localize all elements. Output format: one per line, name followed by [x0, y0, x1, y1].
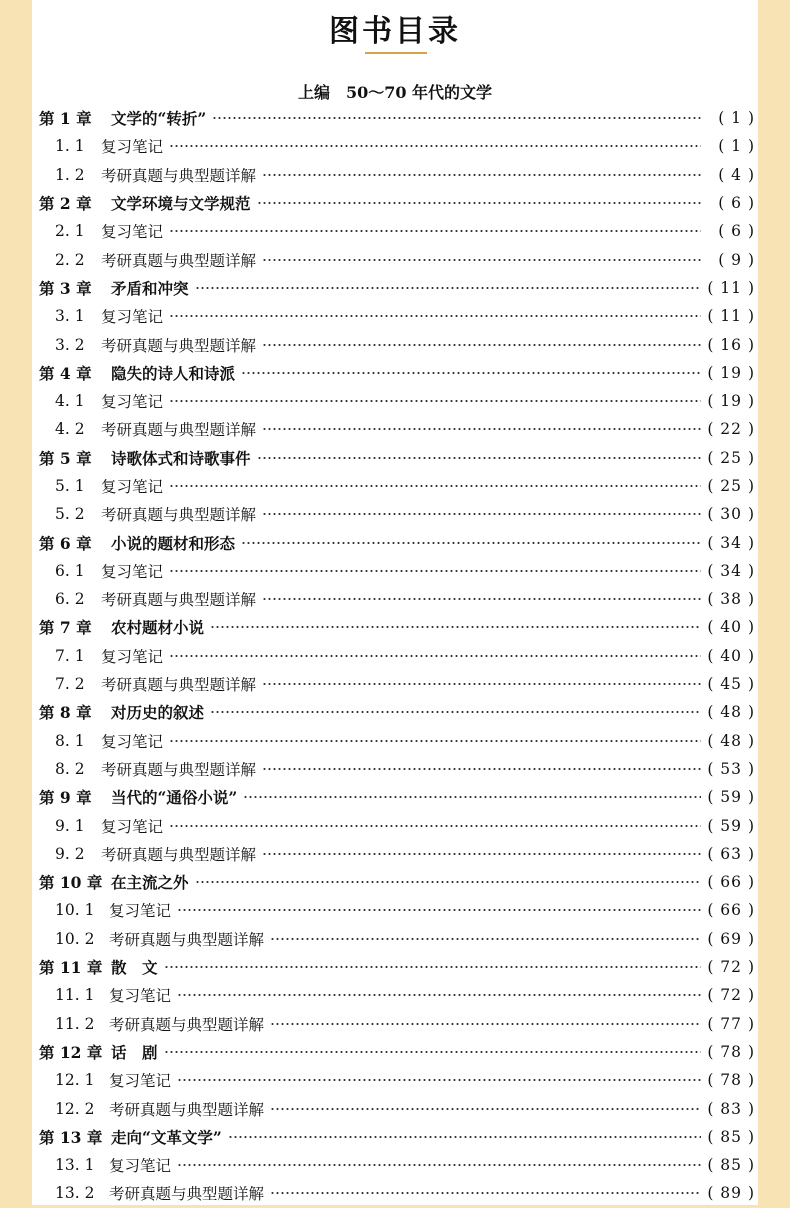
chapter-title: 隐失的诗人和诗派 — [111, 363, 236, 383]
page-number: ( 78 ) — [707, 1071, 755, 1090]
section-number: 4. 2 — [55, 420, 85, 439]
dot-leader — [177, 903, 701, 917]
chapter-title: 农村题材小说 — [111, 618, 205, 638]
dot-leader — [164, 960, 701, 974]
page-number: ( 59 ) — [707, 816, 755, 835]
chapter-title: 小说的题材和形态 — [111, 533, 236, 553]
page-number: ( 40 ) — [707, 618, 755, 637]
chapter-number: 第 5 章 — [39, 448, 92, 468]
toc-section-row[interactable] — [39, 840, 755, 868]
toc-chapter-row[interactable] — [39, 1123, 755, 1151]
page-number: ( 85 ) — [707, 1156, 755, 1175]
section-title: 复习笔记 — [101, 308, 164, 327]
toc-section-row[interactable] — [39, 755, 755, 783]
section-title: 考研真题与典型题详解 — [101, 591, 257, 610]
dot-leader — [243, 790, 701, 804]
toc-section-row[interactable] — [39, 1151, 755, 1179]
section-number: 5. 2 — [55, 505, 85, 524]
toc-page — [32, 0, 758, 1205]
page-number: ( 72 ) — [707, 986, 755, 1005]
toc-section-row[interactable] — [39, 727, 755, 755]
dot-leader — [212, 111, 701, 125]
page-number: ( 66 ) — [707, 901, 755, 920]
dot-leader — [177, 1073, 701, 1087]
section-number: 13. 1 — [55, 1156, 95, 1175]
dot-leader — [169, 649, 701, 663]
toc-section-row[interactable] — [39, 981, 755, 1009]
chapter-title: 文学环境与文学规范 — [111, 194, 251, 214]
dot-leader — [169, 819, 701, 833]
chapter-number: 第 6 章 — [39, 533, 92, 553]
section-number: 6. 1 — [55, 561, 85, 580]
page-number: ( 4 ) — [718, 165, 755, 184]
toc-section-row[interactable] — [39, 161, 755, 189]
toc-section-row[interactable] — [39, 472, 755, 500]
section-title: 复习笔记 — [109, 1072, 172, 1091]
chapter-number: 第 12 章 — [39, 1042, 103, 1062]
chapter-number: 第 7 章 — [39, 618, 92, 638]
dot-leader — [169, 734, 701, 748]
dot-leader — [210, 705, 701, 719]
page-number: ( 19 ) — [707, 363, 755, 382]
toc-chapter-row[interactable] — [39, 274, 755, 302]
page-number: ( 11 ) — [707, 307, 755, 326]
page-number: ( 85 ) — [707, 1127, 755, 1146]
chapter-number: 第 1 章 — [39, 109, 92, 129]
dot-leader — [262, 847, 701, 861]
page-number: ( 9 ) — [718, 250, 755, 269]
dot-leader — [262, 762, 701, 776]
section-title: 复习笔记 — [101, 562, 164, 581]
dot-leader — [270, 1186, 701, 1200]
dot-leader — [177, 1158, 701, 1172]
section-title: 复习笔记 — [101, 647, 164, 666]
dot-leader — [169, 394, 701, 408]
toc-section-row[interactable] — [39, 1179, 755, 1207]
dot-leader — [257, 451, 701, 465]
toc-chapter-row[interactable] — [39, 444, 755, 472]
toc-section-row[interactable] — [39, 670, 755, 698]
toc-section-row[interactable] — [39, 387, 755, 415]
dot-leader — [164, 1045, 701, 1059]
toc-section-row[interactable] — [39, 217, 755, 245]
page-number: ( 45 ) — [707, 675, 755, 694]
page-number: ( 16 ) — [707, 335, 755, 354]
toc-chapter-row[interactable] — [39, 1038, 755, 1066]
page-number: ( 69 ) — [707, 929, 755, 948]
toc-section-row[interactable] — [39, 557, 755, 585]
page-number: ( 11 ) — [707, 278, 755, 297]
section-title: 考研真题与典型题详解 — [101, 251, 257, 270]
page-number: ( 22 ) — [707, 420, 755, 439]
section-title: 考研真题与典型题详解 — [101, 760, 257, 779]
section-title: 复习笔记 — [109, 1157, 172, 1176]
page-number: ( 25 ) — [707, 448, 755, 467]
section-number: 7. 2 — [55, 675, 85, 694]
toc-section-row[interactable] — [39, 330, 755, 358]
section-number: 1. 1 — [55, 137, 85, 156]
toc-section-row[interactable] — [39, 132, 755, 160]
toc-chapter-row[interactable] — [39, 868, 755, 896]
section-title: 复习笔记 — [101, 223, 164, 242]
chapter-title: 散 文 — [111, 958, 158, 978]
page-number: ( 19 ) — [707, 392, 755, 411]
chapter-number: 第 8 章 — [39, 703, 92, 723]
page-number: ( 25 ) — [707, 477, 755, 495]
page-number: ( 40 ) — [707, 646, 755, 665]
dot-leader — [169, 224, 701, 238]
dot-leader — [270, 932, 701, 946]
section-number: 10. 1 — [55, 901, 95, 920]
page-number: ( 77 ) — [707, 1014, 755, 1033]
dot-leader — [270, 1102, 701, 1116]
page-number: ( 1 ) — [718, 109, 755, 128]
chapter-title: 走向“文革文学” — [111, 1127, 222, 1147]
toc-section-row[interactable] — [39, 896, 755, 924]
toc-chapter-row[interactable] — [39, 953, 755, 981]
toc-section-row[interactable] — [39, 1010, 755, 1038]
section-title: 复习笔记 — [109, 902, 172, 921]
toc-section-row[interactable] — [39, 1066, 755, 1094]
toc-section-row[interactable] — [39, 585, 755, 613]
section-number: 2. 2 — [55, 250, 85, 269]
dot-leader — [169, 309, 701, 323]
page-number: ( 72 ) — [707, 958, 755, 977]
toc-section-row[interactable] — [39, 415, 755, 443]
page-number: ( 63 ) — [707, 844, 755, 863]
section-title: 考研真题与典型题详解 — [109, 1015, 265, 1034]
section-title: 考研真题与典型题详解 — [109, 930, 265, 949]
chapter-title: 对历史的叙述 — [111, 703, 205, 723]
dot-leader — [262, 253, 701, 267]
page-number: ( 1 ) — [718, 137, 755, 156]
chapter-title: 诗歌体式和诗歌事件 — [111, 448, 251, 468]
section-title: 考研真题与典型题详解 — [101, 506, 257, 525]
section-title: 考研真题与典型题详解 — [101, 421, 257, 440]
dot-leader — [169, 139, 701, 153]
chapter-title: 文学的“转折” — [111, 109, 207, 129]
section-number: 3. 1 — [55, 307, 85, 326]
dot-leader — [262, 677, 701, 691]
toc-section-row[interactable] — [39, 925, 755, 953]
section-number: 12. 2 — [55, 1099, 95, 1118]
dot-leader — [195, 875, 701, 889]
dot-leader — [210, 620, 701, 634]
section-title: 考研真题与典型题详解 — [101, 166, 257, 185]
page-number: ( 6 ) — [718, 194, 755, 213]
title-underline — [365, 52, 427, 54]
toc-chapter-row[interactable] — [39, 189, 755, 217]
section-number: 11. 1 — [55, 986, 95, 1005]
section-title: 考研真题与典型题详解 — [101, 676, 257, 695]
dot-leader — [169, 564, 701, 578]
section-title: 复习笔记 — [101, 478, 164, 496]
dot-leader — [241, 366, 701, 380]
toc-section-row[interactable] — [39, 811, 755, 839]
chapter-number: 第 3 章 — [39, 278, 92, 298]
chapter-title: 在主流之外 — [111, 873, 189, 893]
chapter-number: 第 4 章 — [39, 363, 92, 383]
section-number: 8. 2 — [55, 759, 85, 778]
chapter-title: 当代的“通俗小说” — [111, 788, 238, 808]
dot-leader — [262, 338, 701, 352]
section-number: 13. 2 — [55, 1184, 95, 1203]
section-title: 复习笔记 — [101, 393, 164, 412]
chapter-number: 第 11 章 — [39, 958, 103, 978]
section-number: 8. 1 — [55, 731, 85, 750]
page-number: ( 34 ) — [707, 561, 755, 580]
page-number: ( 83 ) — [707, 1099, 755, 1118]
dot-leader — [262, 168, 701, 182]
section-title: 考研真题与典型题详解 — [101, 845, 257, 864]
chapter-number: 第 9 章 — [39, 788, 92, 808]
chapter-title: 话 剧 — [111, 1042, 158, 1062]
section-number: 1. 2 — [55, 165, 85, 184]
section-number: 6. 2 — [55, 590, 85, 609]
dot-leader — [270, 1017, 701, 1031]
section-title: 复习笔记 — [101, 732, 164, 751]
section-number: 12. 1 — [55, 1071, 95, 1090]
page-number: ( 38 ) — [707, 590, 755, 609]
section-title: 考研真题与典型题详解 — [101, 336, 257, 355]
dot-leader — [257, 196, 701, 210]
toc-chapter-row[interactable] — [39, 104, 755, 132]
toc-section-row[interactable] — [39, 302, 755, 330]
section-title: 复习笔记 — [101, 817, 164, 836]
toc-chapter-row[interactable] — [39, 698, 755, 726]
table-of-contents — [39, 104, 755, 1208]
toc-section-row[interactable] — [39, 642, 755, 670]
dot-leader — [228, 1130, 701, 1144]
dot-leader — [177, 988, 701, 1002]
dot-leader — [262, 422, 701, 436]
section-number: 4. 1 — [55, 392, 85, 411]
dot-leader — [262, 592, 701, 606]
toc-chapter-row[interactable] — [39, 359, 755, 387]
page-number: ( 53 ) — [707, 759, 755, 778]
chapter-number: 第 2 章 — [39, 194, 92, 214]
section-title: 复习笔记 — [101, 138, 164, 157]
section-number: 3. 2 — [55, 335, 85, 354]
section-title: 考研真题与典型题详解 — [109, 1100, 265, 1119]
toc-chapter-row[interactable] — [39, 783, 755, 811]
toc-section-row[interactable] — [39, 245, 755, 273]
page-number: ( 48 ) — [707, 703, 755, 722]
dot-leader — [169, 479, 701, 493]
page-number: ( 78 ) — [707, 1042, 755, 1061]
dot-leader — [262, 507, 701, 521]
chapter-number: 第 10 章 — [39, 873, 103, 893]
chapter-number: 第 13 章 — [39, 1127, 103, 1147]
section-number: 5. 1 — [55, 477, 85, 495]
dot-leader — [241, 536, 701, 550]
section-number: 9. 2 — [55, 844, 85, 863]
toc-chapter-row[interactable] — [39, 613, 755, 641]
dot-leader — [195, 281, 701, 295]
toc-section-row[interactable] — [39, 500, 755, 528]
section-number: 2. 1 — [55, 222, 85, 241]
chapter-title: 矛盾和冲突 — [111, 278, 189, 298]
page-number: ( 34 ) — [707, 533, 755, 552]
section-number: 9. 1 — [55, 816, 85, 835]
page-number: ( 59 ) — [707, 788, 755, 807]
section-title: 复习笔记 — [109, 987, 172, 1006]
section-number: 11. 2 — [55, 1014, 95, 1033]
toc-section-row[interactable] — [39, 1094, 755, 1122]
section-number: 7. 1 — [55, 646, 85, 665]
section-number: 10. 2 — [55, 929, 95, 948]
part-heading: 上编 50～70 年代的文学 — [297, 83, 493, 102]
section-title: 考研真题与典型题详解 — [109, 1185, 265, 1204]
page-number: ( 6 ) — [718, 222, 755, 241]
page-number: ( 89 ) — [707, 1184, 755, 1203]
page-number: ( 48 ) — [707, 731, 755, 750]
page-title: 图书目录 — [329, 14, 461, 49]
toc-chapter-row[interactable] — [39, 528, 755, 556]
page-number: ( 30 ) — [707, 505, 755, 524]
page-number: ( 66 ) — [707, 873, 755, 892]
